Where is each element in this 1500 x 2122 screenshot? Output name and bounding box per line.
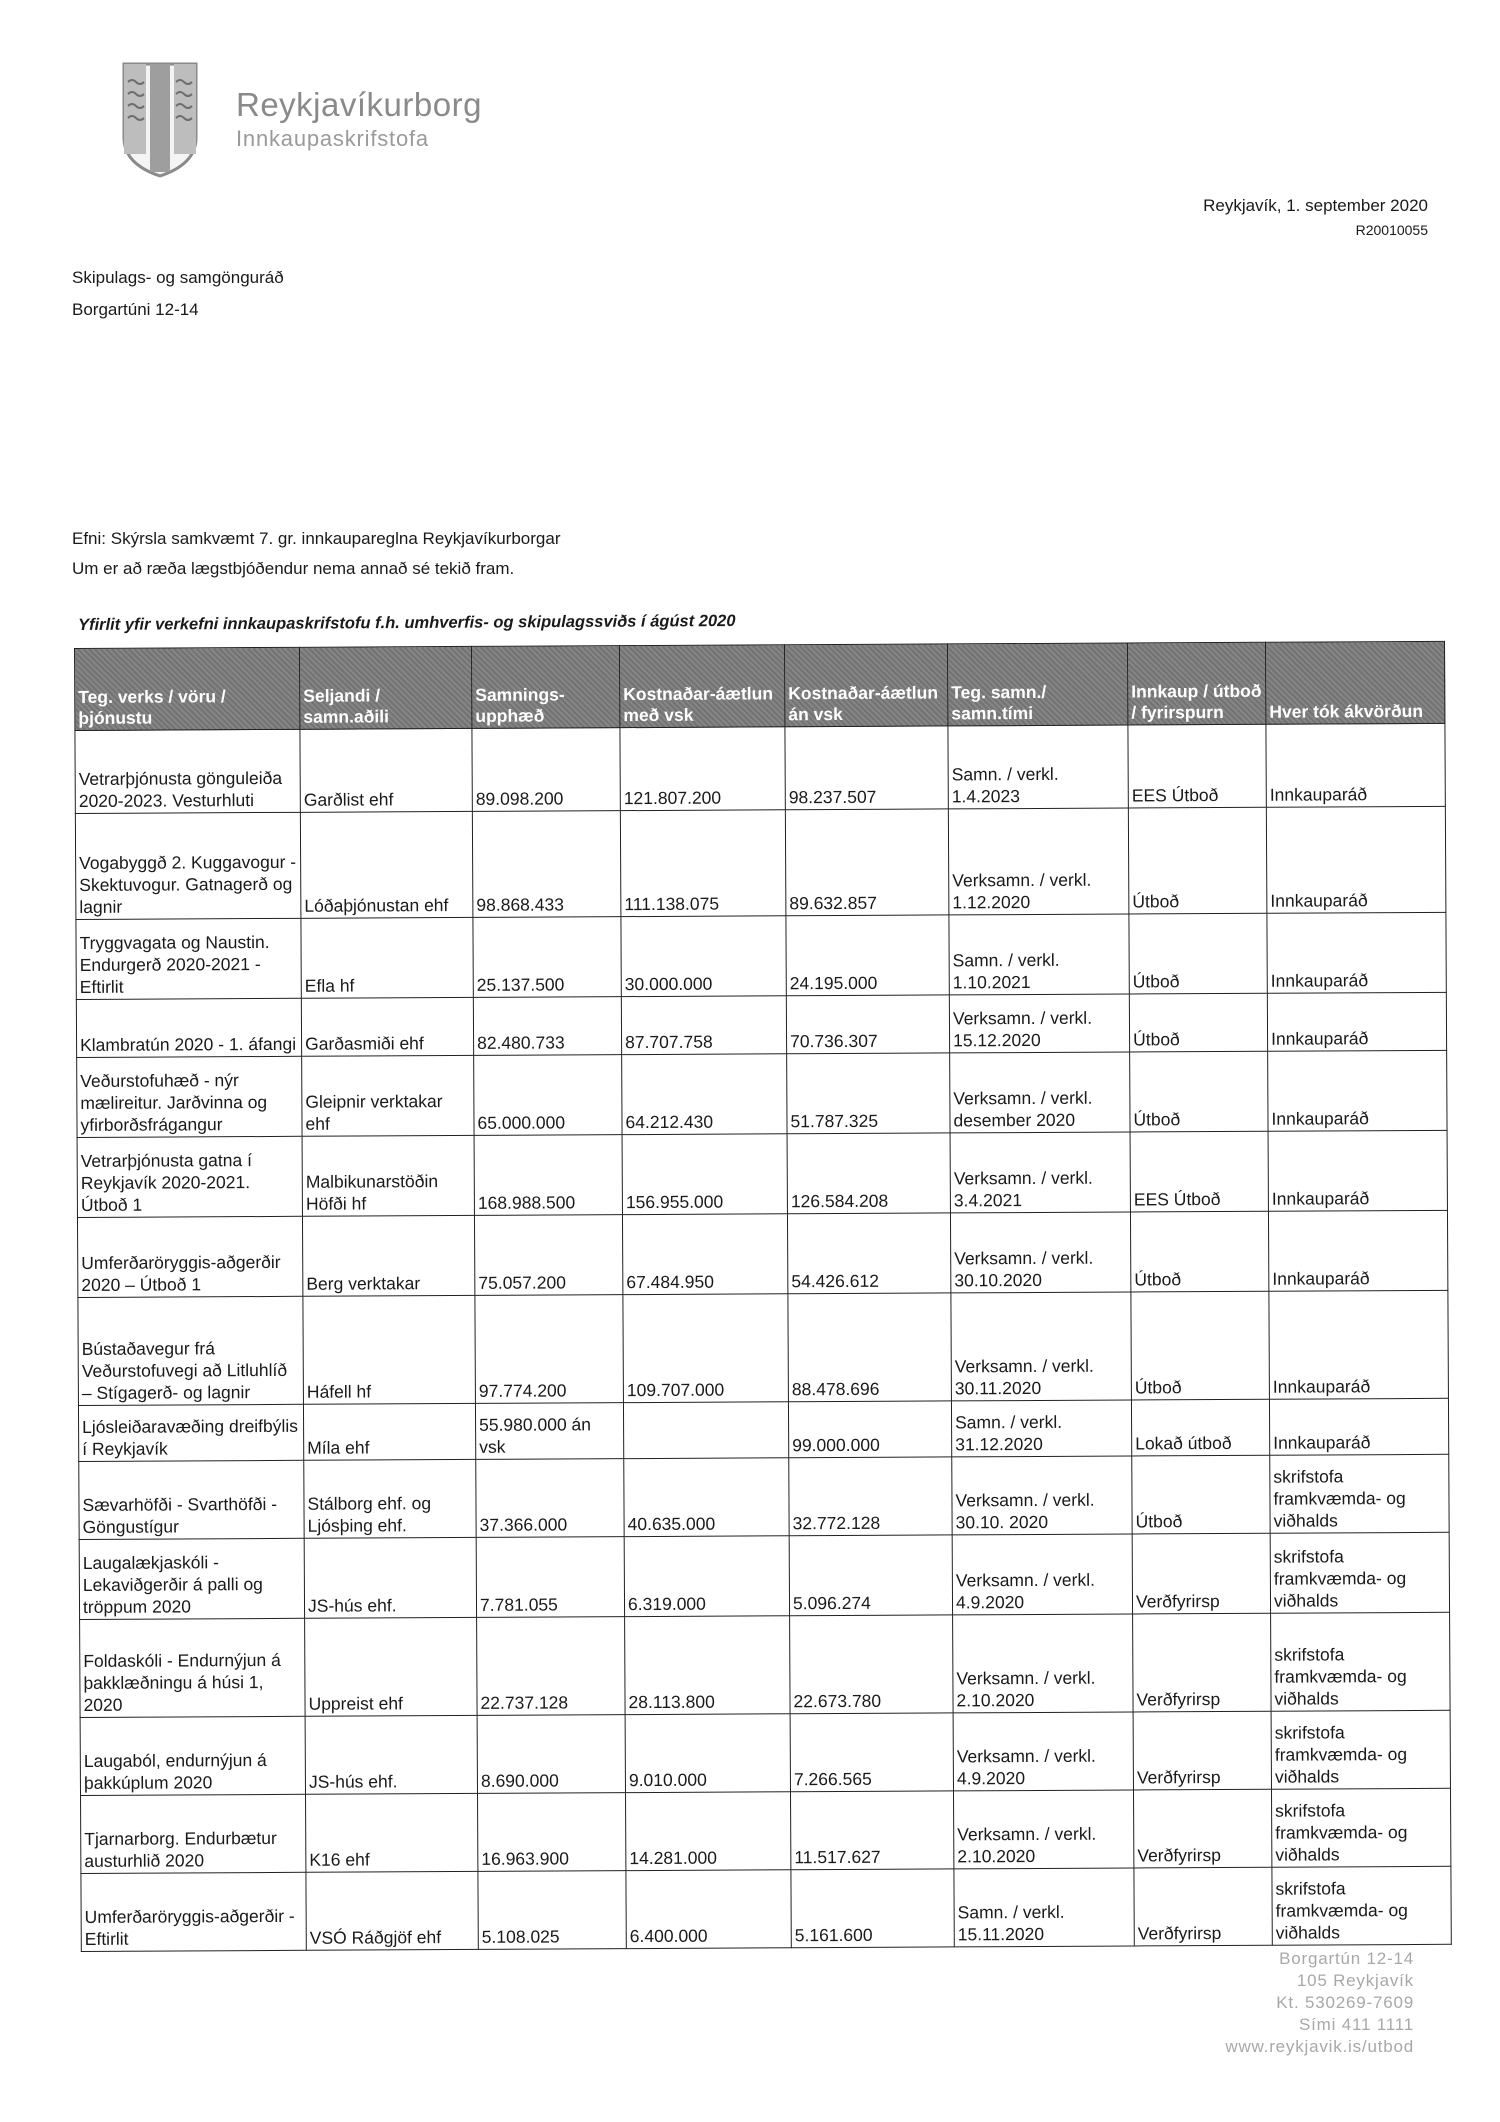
cell-seller: VSÓ Ráðgjöf ehf [306,1871,478,1950]
cell-estimate-with-vat: 121.807.200 [620,727,785,811]
cell-decision-by: Innkauparáð [1269,1290,1449,1399]
cell-decision-by: Innkauparáð [1268,1050,1447,1131]
cell-estimate-with-vat: 6.400.000 [626,1870,791,1949]
cell-procurement-type: Verðfyrirsp [1133,1711,1271,1790]
cell-estimate-without-vat: 22.673.780 [790,1615,954,1714]
cell-contract-type: Verksamn. / verkl. 30.10. 2020 [952,1456,1132,1535]
cell-contract-type: Verksamn. / verkl. 2.10.2020 [953,1790,1133,1869]
cell-project: Laugaból, endurnýjun á þakkúplum 2020 [80,1716,305,1795]
procurement-table [74,641,1452,1952]
cell-estimate-with-vat: 9.010.000 [625,1714,790,1793]
cell-procurement-type: EES Útboð [1128,724,1266,808]
cell-estimate-with-vat: 67.484.950 [622,1214,787,1295]
cell-project: Sævarhöfði - Svarthöfði - Göngustígur [79,1460,304,1539]
cell-procurement-type: Verðfyrirsp [1133,1613,1272,1712]
subject-note: Um er að ræða lægstbjóðendur nema annað sé tekið fram. [72,559,515,578]
cell-estimate-without-vat: 54.426.612 [787,1213,950,1294]
cell-contract-amount: 7.781.055 [476,1537,624,1618]
cell-estimate-without-vat: 99.000.000 [788,1401,951,1458]
cell-decision-by: skrifstofa framkvæmda- og viðhalds [1272,1866,1451,1945]
cell-estimate-without-vat: 126.584.208 [787,1133,950,1214]
cell-estimate-without-vat: 11.517.627 [790,1791,953,1870]
cell-seller: Háfell hf [303,1295,476,1404]
recipient-block [72,262,284,326]
table-header-row [75,641,1445,730]
cell-contract-amount: 16.963.900 [478,1793,626,1872]
cell-estimate-without-vat: 5.161.600 [791,1869,954,1948]
cell-seller: Lóðaþjónustan ehf [300,811,473,918]
shield-icon [120,60,200,180]
cell-decision-by: Innkauparáð [1267,912,1446,993]
cell-procurement-type: Lokað útboð [1131,1399,1269,1456]
table-title: Yfirlit yfir verkefni innkaupaskrifstofu f.h. umhverfis- og skipulagssviðs í ágúst 2020 [78,611,736,634]
cell-seller: Míla ehf [303,1403,475,1460]
recipient-name: Skipulags- og samgönguráð [72,268,284,287]
cell-decision-by: Innkauparáð [1267,992,1446,1051]
cell-contract-amount: 97.774.200 [475,1295,624,1404]
cell-estimate-with-vat: 28.113.800 [625,1616,791,1715]
column-header: Samnings-upphæð [471,646,619,729]
column-header: Innkaup / útboð / fyrirspurn [1127,642,1265,725]
cell-procurement-type: Útboð [1130,1211,1268,1292]
table-row [78,1398,1448,1461]
cell-project: Vogabyggð 2. Kuggavogur - Skektuvogur. Gatnagerð og lagnir [75,812,301,919]
cell-contract-amount: 55.980.000 án vsk [475,1403,623,1460]
cell-seller: Berg verktakar [302,1215,474,1296]
cell-estimate-with-vat: 6.319.000 [624,1536,789,1617]
cell-estimate-with-vat: 30.000.000 [621,916,786,997]
cell-contract-amount: 25.137.500 [473,917,621,998]
cell-seller: Gleipnir verktakar ehf [302,1055,474,1136]
footer-id-number: Kt. 530269-7609 [1276,1993,1414,2012]
org-name: Reykjavíkurborg [236,86,482,123]
table-row [75,723,1445,813]
cell-contract-amount: 8.690.000 [477,1715,625,1794]
cell-contract-type: Verksamn. / verkl. 30.11.2020 [951,1292,1132,1401]
footer-phone: Sími 411 1111 [1299,2015,1414,2034]
cell-contract-type: Samn. / verkl. 31.12.2020 [951,1400,1131,1457]
cell-contract-type: Verksamn. / verkl. desember 2020 [950,1052,1130,1133]
footer-website: www.reykjavik.is/utbod [1225,2037,1414,2056]
footer-street: Borgartún 12-14 [1279,1949,1414,1968]
cell-contract-type: Verksamn. / verkl. 1.12.2020 [948,808,1129,915]
cell-project: Foldaskóli - Endurnýjun á þakklæðningu á húsi 1, 2020 [80,1618,306,1717]
cell-contract-amount: 89.098.200 [472,728,620,812]
cell-estimate-without-vat: 88.478.696 [788,1293,952,1402]
cell-project: Vetrarþjónusta gönguleiða 2020-2023. Vesturhluti [75,729,300,813]
cell-project: Vetrarþjónusta gatna í Reykjavík 2020-2021. Útboð 1 [77,1136,302,1217]
table-row [79,1454,1449,1539]
footer-address [1225,1948,1414,2058]
cell-contract-type: Samn. / verkl. 1.10.2021 [949,914,1129,995]
cell-estimate-with-vat: 156.955.000 [622,1134,787,1215]
subject-block [72,524,560,584]
cell-seller: Stálborg ehf. og Ljósþing ehf. [304,1459,476,1538]
cell-project: Veðurstofuhæð - nýr mælireitur. Jarðvinna og yfirborðsfrágangur [77,1056,302,1137]
table-row [77,1050,1447,1137]
cell-procurement-type: Útboð [1130,1051,1268,1132]
table-row [76,992,1446,1057]
cell-contract-amount: 75.057.200 [474,1215,622,1296]
cell-seller: Efla hf [301,917,473,998]
cell-estimate-with-vat: 40.635.000 [624,1458,789,1537]
cell-estimate-with-vat [623,1402,788,1459]
cell-contract-type: Samn. / verkl. 1.4.2023 [948,725,1128,809]
table-row [76,912,1446,999]
column-header: Teg. verks / vöru / þjónustu [75,647,300,730]
table-row [79,1532,1449,1619]
cell-estimate-with-vat: 87.707.758 [621,996,786,1055]
table-row [77,1210,1447,1297]
cell-contract-amount: 37.366.000 [476,1459,624,1538]
cell-decision-by: Innkauparáð [1268,1130,1447,1211]
cell-estimate-without-vat: 70.736.307 [786,995,949,1054]
cell-contract-type: Verksamn. / verkl. 15.12.2020 [949,994,1129,1053]
table-row [81,1788,1451,1873]
cell-contract-amount: 65.000.000 [474,1055,622,1136]
cell-project: Tjarnarborg. Endurbætur austurhlið 2020 [81,1794,306,1873]
cell-procurement-type: EES Útboð [1130,1131,1268,1212]
cell-decision-by: Innkauparáð [1266,806,1446,913]
cell-contract-amount: 168.988.500 [474,1135,622,1216]
reference-number: R20010055 [1355,222,1428,238]
cell-seller: Malbikunarstöðin Höfði hf [302,1135,474,1216]
cell-estimate-with-vat: 14.281.000 [626,1792,791,1871]
cell-seller: JS-hús ehf. [305,1715,477,1794]
cell-project: Umferðaröryggis-aðgerðir 2020 – Útboð 1 [77,1216,302,1297]
cell-procurement-type: Verðfyrirsp [1132,1533,1270,1614]
cell-project: Umferðaröryggis-aðgerðir - Eftirlit [81,1872,306,1951]
cell-contract-type: Verksamn. / verkl. 3.4.2021 [950,1132,1130,1213]
cell-seller: JS-hús ehf. [304,1537,476,1618]
date-line: Reykjavík, 1. september 2020 [1203,196,1428,215]
cell-estimate-with-vat: 64.212.430 [622,1054,787,1135]
city-coat-of-arms-logo [120,60,200,180]
cell-contract-amount: 22.737.128 [477,1617,626,1716]
table-row [77,1130,1447,1217]
column-header: Hver tók ákvörðun [1265,641,1444,724]
cell-procurement-type: Útboð [1132,1455,1270,1534]
column-header: Kostnaðar-áætlun án vsk [784,644,947,727]
cell-estimate-without-vat: 89.632.857 [785,809,949,916]
cell-contract-amount: 82.480.733 [473,997,621,1056]
cell-estimate-with-vat: 109.707.000 [623,1294,789,1403]
column-header: Seljandi / samn.aðili [299,646,471,729]
cell-contract-amount: 98.868.433 [472,811,621,918]
cell-project: Ljósleiðaravæðing dreifbýlis í Reykjavík [78,1404,303,1461]
cell-estimate-without-vat: 24.195.000 [786,915,949,996]
cell-project: Laugalækjaskóli - Lekaviðgerðir á palli og tröppum 2020 [79,1538,304,1619]
cell-decision-by: Innkauparáð [1266,723,1445,807]
cell-estimate-without-vat: 51.787.325 [787,1053,950,1134]
cell-contract-type: Verksamn. / verkl. 2.10.2020 [953,1614,1134,1713]
cell-decision-by: skrifstofa framkvæmda- og viðhalds [1271,1788,1450,1867]
cell-seller: K16 ehf [306,1793,478,1872]
cell-procurement-type: Útboð [1131,1291,1270,1400]
cell-procurement-type: Útboð [1129,913,1267,994]
cell-decision-by: skrifstofa framkvæmda- og viðhalds [1271,1612,1451,1711]
cell-estimate-without-vat: 98.237.507 [785,726,948,810]
cell-procurement-type: Verðfyrirsp [1133,1789,1271,1868]
table-row [75,806,1446,919]
cell-seller: Garðasmiði ehf [301,997,473,1056]
cell-decision-by: Innkauparáð [1269,1398,1448,1455]
table-row [80,1612,1450,1717]
cell-contract-type: Verksamn. / verkl. 4.9.2020 [952,1534,1132,1615]
cell-project: Tryggvagata og Naustin. Endurgerð 2020-2021 - Eftirlit [76,918,301,999]
cell-seller: Uppreist ehf [305,1617,478,1716]
cell-contract-type: Samn. / verkl. 15.11.2020 [954,1868,1134,1947]
table-row [81,1866,1451,1951]
cell-decision-by: skrifstofa framkvæmda- og viðhalds [1270,1454,1449,1533]
cell-contract-type: Verksamn. / verkl. 4.9.2020 [953,1712,1133,1791]
cell-estimate-without-vat: 5.096.274 [789,1535,952,1616]
cell-decision-by: skrifstofa framkvæmda- og viðhalds [1271,1710,1450,1789]
cell-estimate-without-vat: 32.772.128 [789,1457,952,1536]
cell-estimate-with-vat: 111.138.075 [620,810,786,917]
cell-decision-by: skrifstofa framkvæmda- og viðhalds [1270,1532,1449,1613]
recipient-address: Borgartúni 12-14 [72,300,199,319]
org-department: Innkaupaskrifstofa [236,126,429,151]
cell-decision-by: Innkauparáð [1268,1210,1447,1291]
cell-procurement-type: Útboð [1128,807,1267,914]
cell-seller: Garðlist ehf [300,728,472,812]
cell-estimate-without-vat: 7.266.565 [790,1713,953,1792]
table-row [78,1290,1449,1405]
column-header: Kostnaðar-áætlun með vsk [619,645,784,728]
cell-contract-amount: 5.108.025 [478,1871,626,1950]
subject-line: Efni: Skýrsla samkvæmt 7. gr. innkaupareglna Reykjavíkurborgar [72,529,561,548]
table-row [80,1710,1450,1795]
column-header: Teg. samn./ samn.tími [947,643,1127,726]
footer-postcode: 105 Reykjavík [1296,1971,1414,1990]
cell-contract-type: Verksamn. / verkl. 30.10.2020 [950,1212,1130,1293]
cell-project: Bústaðavegur frá Veðurstofuvegi að Litluhlíð – Stígagerð- og lagnir [78,1296,304,1405]
cell-project: Klambratún 2020 - 1. áfangi [76,998,301,1057]
cell-procurement-type: Verðfyrirsp [1134,1867,1272,1946]
cell-procurement-type: Útboð [1129,993,1267,1052]
